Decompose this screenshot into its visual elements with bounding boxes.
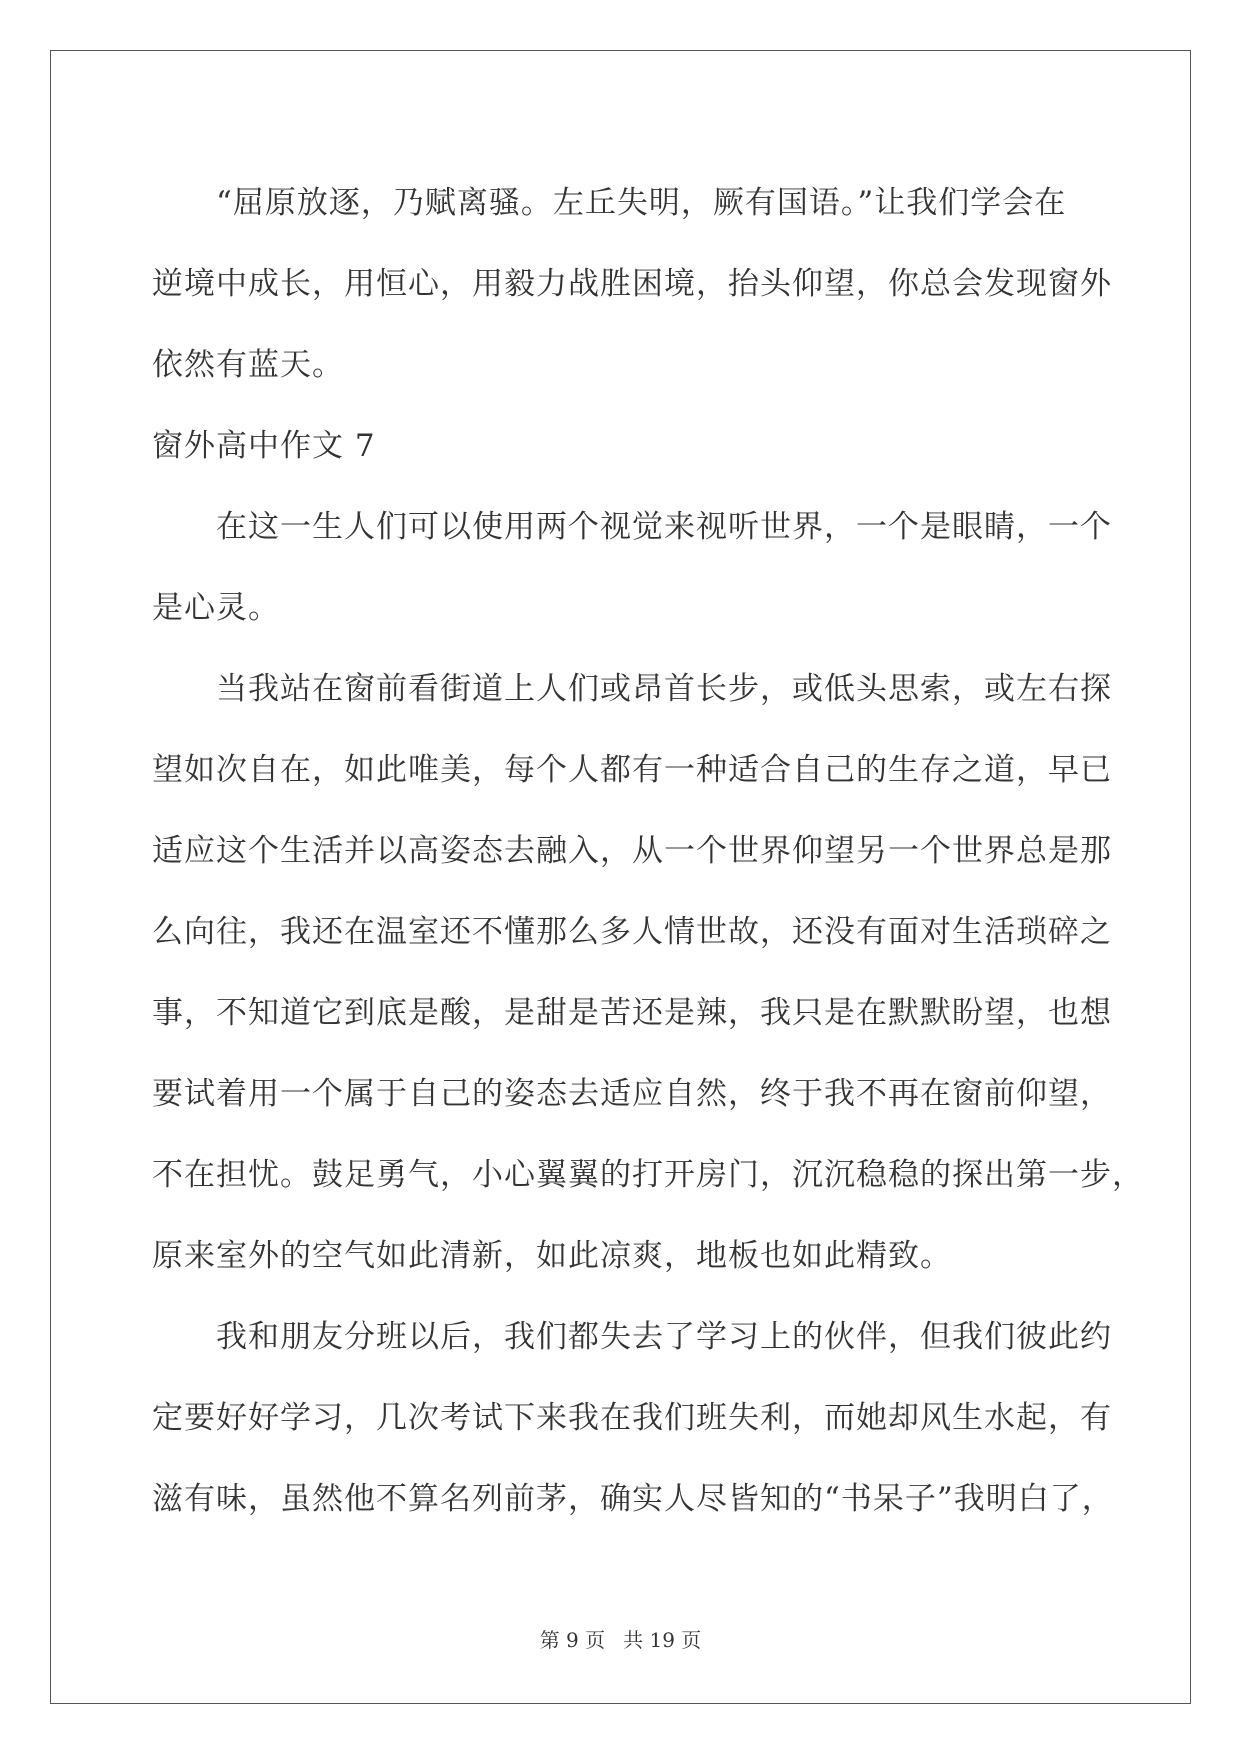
page-footer — [0, 1626, 1241, 1654]
page-number-total: 共 19 页 — [623, 1628, 702, 1652]
text-line: 滋有味，虽然他不算名列前茅，确实人尽皆知的“书呆子”我明白了， — [152, 1481, 1114, 1517]
text-line: 不在担忧。鼓足勇气，小心翼翼的打开房门，沉沉稳稳的探出第一步， — [152, 1157, 1144, 1193]
text-line: 依然有蓝天。 — [152, 347, 344, 383]
text-line: 当我站在窗前看街道上人们或昂首长步，或低头思索，或左右探 — [216, 671, 1112, 707]
text-line: 适应这个生活并以高姿态去融入，从一个世界仰望另一个世界总是那 — [152, 833, 1112, 869]
text-line: 我和朋友分班以后，我们都失去了学习上的伙伴，但我们彼此约 — [216, 1319, 1112, 1355]
page-number-current: 第 9 页 — [539, 1628, 606, 1652]
text-line: 事，不知道它到底是酸，是甜是苦还是辣，我只是在默默盼望，也想 — [152, 995, 1112, 1031]
text-line: 是心灵。 — [152, 590, 280, 626]
text-line: 逆境中成长，用恒心，用毅力战胜困境，抬头仰望，你总会发现窗外 — [152, 266, 1112, 302]
text-line: 在这一生人们可以使用两个视觉来视听世界，一个是眼睛，一个 — [216, 509, 1112, 545]
document-body — [152, 163, 1144, 1540]
text-line: 要试着用一个属于自己的姿态去适应自然，终于我不再在窗前仰望， — [152, 1076, 1112, 1112]
text-line: 原来室外的空气如此清新，如此凉爽，地板也如此精致。 — [152, 1238, 952, 1274]
text-line: 么向往，我还在温室还不懂那么多人情世故，还没有面对生活琐碎之 — [152, 914, 1112, 950]
text-line: 望如次自在，如此唯美，每个人都有一种适合自己的生存之道，早已 — [152, 752, 1112, 788]
text-line: 定要好好学习，几次考试下来我在我们班失利，而她却风生水起，有 — [152, 1400, 1112, 1436]
text-line: “屈原放逐，乃赋离骚。左丘失明，厥有国语。”让我们学会在 — [216, 185, 1067, 221]
section-heading: 窗外高中作文 7 — [152, 428, 376, 464]
